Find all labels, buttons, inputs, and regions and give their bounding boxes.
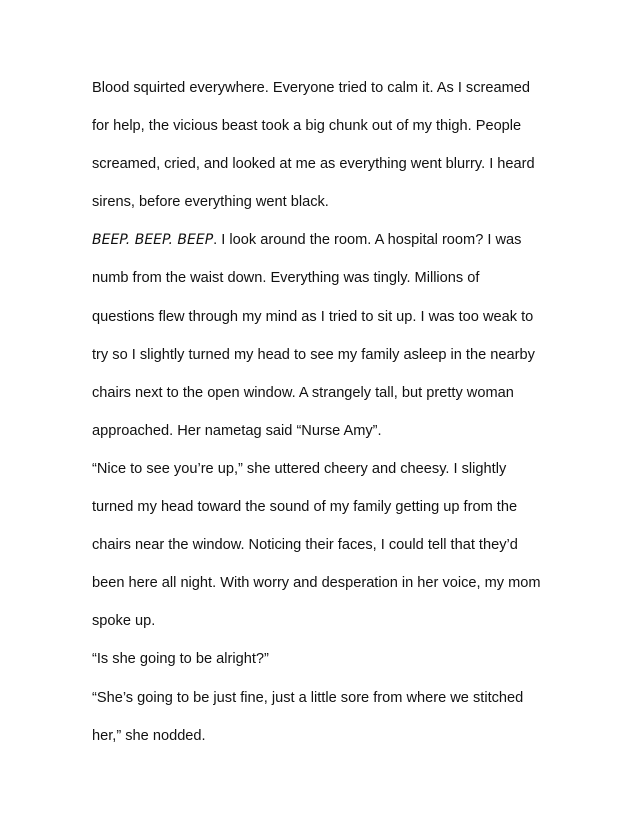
beep-line-rest: . I look around the room. A hospital room? I was xyxy=(213,232,522,249)
text-line-16: “Is she going to be alright?” xyxy=(92,651,269,668)
text-line-7: questions flew through my mind as I tried to sit up. I was too weak to xyxy=(92,308,534,325)
text-line-4: sirens, before everything went black. xyxy=(92,194,329,211)
text-line-1: Blood squirted everywhere. Everyone tried to calm it. As I screamed xyxy=(92,80,531,96)
text-line-18: her,” she nodded. xyxy=(92,727,206,744)
text-line-14: been here all night. With worry and desperation in her voice, my mom xyxy=(92,575,541,592)
text-line-6: numb from the waist down. Everything was tingly. Millions of xyxy=(92,270,480,287)
text-line-13: chairs near the window. Noticing their faces, I could tell that they’d xyxy=(92,537,518,554)
text-line-5 xyxy=(92,228,562,266)
text-line-3: screamed, cried, and looked at me as everything went blurry. I heard xyxy=(92,156,535,173)
text-line-15: spoke up. xyxy=(92,613,156,630)
text-line-11: “Nice to see you’re up,” she uttered cheery and cheesy. I slightly xyxy=(92,460,507,477)
text-line-2: for help, the vicious beast took a big chunk out of my thigh. People xyxy=(92,118,522,135)
text-line-10: approached. Her nametag said “Nurse Amy”. xyxy=(92,422,382,439)
text-line-12: turned my head toward the sound of my family getting up from the xyxy=(92,499,518,516)
story-text xyxy=(92,76,562,762)
text-line-17: “She’s going to be just fine, just a little sore from where we stitched xyxy=(92,689,524,706)
beep-italic-text: BEEP. BEEP. BEEP xyxy=(92,232,214,249)
text-line-9: chairs next to the open window. A strangely tall, but pretty woman xyxy=(92,384,514,401)
text-line-8: try so I slightly turned my head to see my family asleep in the nearby xyxy=(92,346,535,363)
